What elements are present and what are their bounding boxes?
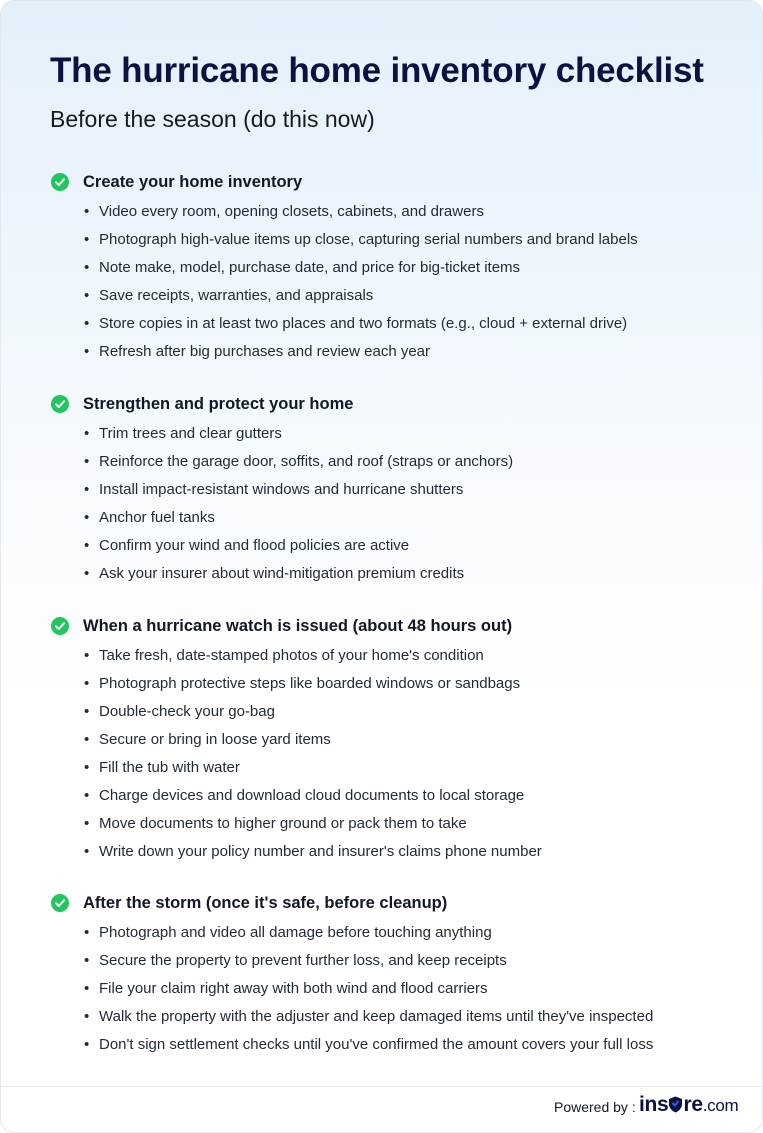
bullet-icon: • <box>84 481 90 498</box>
bullet-icon: • <box>84 565 90 582</box>
bullet-icon: • <box>84 647 90 664</box>
checklist-section <box>51 615 751 860</box>
list-item-text: Ask your insurer about wind-mitigation premium credits <box>99 565 465 582</box>
list-item-text: Secure the property to prevent further loss, and keep receipts <box>99 952 507 969</box>
bullet-icon: • <box>84 231 90 248</box>
list-item-text: Don't sign settlement checks until you've confirmed the amount covers your full loss <box>99 1036 654 1053</box>
insure-logo: ins re.com <box>639 1093 739 1116</box>
section-title: Strengthen and protect your home <box>83 395 354 413</box>
bullet-icon: • <box>84 1008 90 1025</box>
checklist-section <box>51 892 751 1053</box>
list-item-text: Trim trees and clear gutters <box>99 425 282 442</box>
list-item-text: Photograph protective steps like boarded windows or sandbags <box>99 675 521 692</box>
page-title: The hurricane home inventory checklist <box>50 51 704 90</box>
bullet-icon: • <box>84 259 90 276</box>
bullet-icon: • <box>84 924 90 941</box>
check-circle-icon <box>51 173 69 191</box>
list-item-text: Anchor fuel tanks <box>99 509 215 526</box>
shield-icon <box>668 1096 683 1113</box>
check-circle-icon <box>51 894 69 912</box>
section-header <box>51 892 751 914</box>
section-title: After the storm (once it's safe, before cleanup) <box>83 894 448 912</box>
list-item-text: Double-check your go-bag <box>99 703 275 720</box>
list-item-text: Save receipts, warranties, and appraisals <box>99 287 374 304</box>
section-title: Create your home inventory <box>83 173 303 191</box>
list-item-text: Walk the property with the adjuster and keep damaged items until they've inspected <box>99 1008 654 1025</box>
bullet-icon: • <box>84 703 90 720</box>
bullet-icon: • <box>84 759 90 776</box>
list-item-text: Write down your policy number and insurer's claims phone number <box>99 843 542 860</box>
list-item-text: Secure or bring in loose yard items <box>99 731 331 748</box>
check-circle-icon <box>51 395 69 413</box>
section-header <box>51 171 751 193</box>
list-item-text: Install impact-resistant windows and hurricane shutters <box>99 481 464 498</box>
list-item-text: File your claim right away with both wind and flood carriers <box>99 980 488 997</box>
bullet-icon: • <box>84 287 90 304</box>
list-item-text: Charge devices and download cloud documents to local storage <box>99 787 525 804</box>
bullet-icon: • <box>84 787 90 804</box>
bullet-icon: • <box>84 453 90 470</box>
list-item-text: Confirm your wind and flood policies are active <box>99 537 410 554</box>
bullet-icon: • <box>84 843 90 860</box>
bullet-icon: • <box>84 425 90 442</box>
list-item-text: Photograph and video all damage before touching anything <box>99 924 492 941</box>
list-item-text: Refresh after big purchases and review each year <box>99 343 431 360</box>
bullet-icon: • <box>84 675 90 692</box>
bullet-icon: • <box>84 1036 90 1053</box>
bullet-icon: • <box>84 509 90 526</box>
bullet-icon: • <box>84 980 90 997</box>
bullet-icon: • <box>84 731 90 748</box>
bullet-icon: • <box>84 203 90 220</box>
list-item-text: Take fresh, date-stamped photos of your home's condition <box>99 647 484 664</box>
list-item-text: Move documents to higher ground or pack them to take <box>99 815 467 832</box>
bullet-icon: • <box>84 952 90 969</box>
bullet-icon: • <box>84 537 90 554</box>
list-item-text: Video every room, opening closets, cabinets, and drawers <box>99 203 484 220</box>
powered-by-label: Powered by : <box>554 1099 636 1115</box>
bullet-icon: • <box>84 315 90 332</box>
footer-divider <box>1 1086 762 1087</box>
list-item-text: Fill the tub with water <box>99 759 240 776</box>
bullet-icon: • <box>84 343 90 360</box>
section-title: When a hurricane watch is issued (about 48 hours out) <box>83 617 513 635</box>
checklist-section <box>51 171 751 360</box>
list-item-text: Store copies in at least two places and two formats (e.g., cloud + external drive) <box>99 315 628 332</box>
check-circle-icon <box>51 617 69 635</box>
list-item-text: Photograph high-value items up close, capturing serial numbers and brand labels <box>99 231 638 248</box>
section-header <box>51 615 751 637</box>
list-item-text: Note make, model, purchase date, and price for big-ticket items <box>99 259 521 276</box>
list-item-text: Reinforce the garage door, soffits, and roof (straps or anchors) <box>99 453 514 470</box>
checklist-section <box>51 393 751 582</box>
section-header <box>51 393 751 415</box>
bullet-icon: • <box>84 815 90 832</box>
page-subtitle: Before the season (do this now) <box>50 106 375 132</box>
